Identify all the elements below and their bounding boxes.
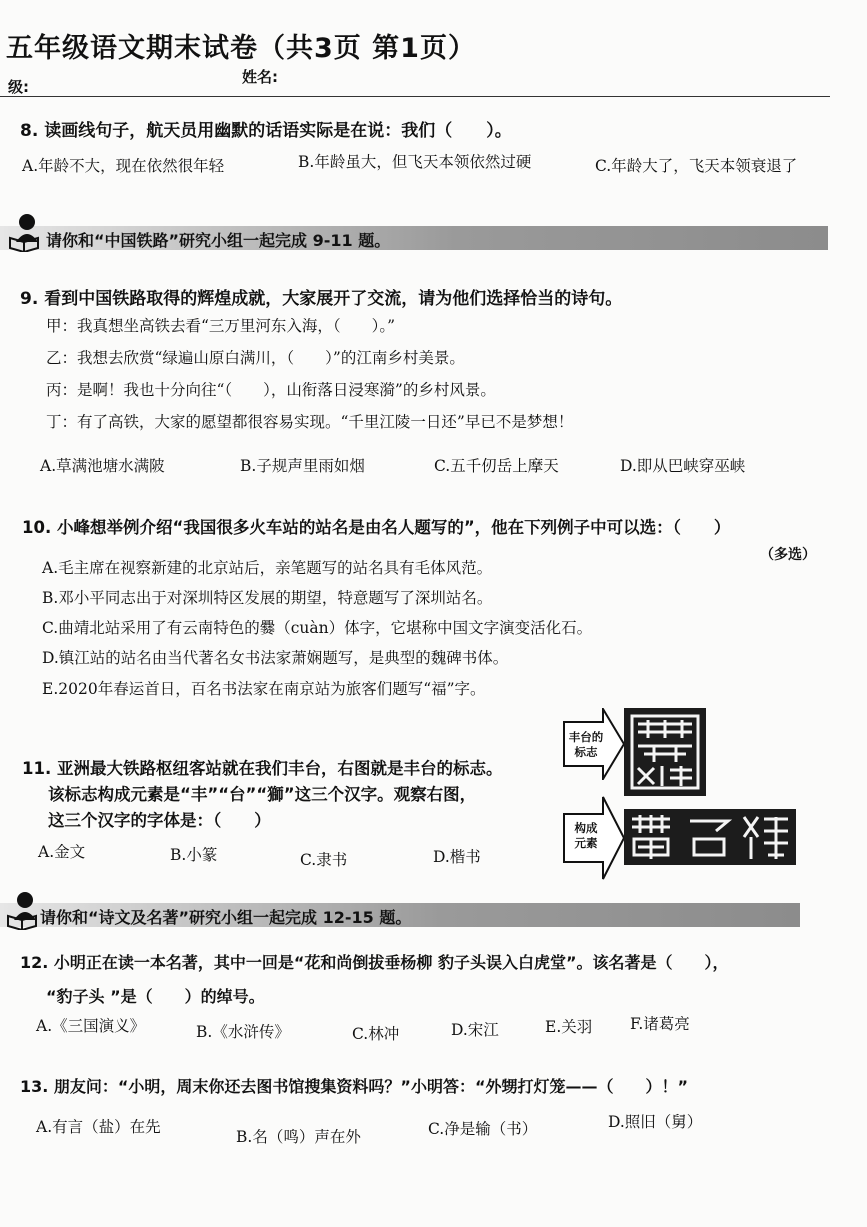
class-label: 级: (8, 78, 29, 96)
q9-line-ding: 丁：有了高铁，大家的愿望都很容易实现。“千里江陵一日还”早已不是梦想！ (46, 413, 574, 431)
q12-option-f: F.诸葛亮 (630, 1015, 690, 1033)
q8-option-b: B.年龄虽大，但飞天本领依然过硬 (298, 153, 532, 171)
q10-stem: 10. 小峰想举例介绍“我国很多火车站的站名是由名人题写的”，他在下列例子中可以选：（ ） (22, 518, 731, 537)
q11-option-d: D.楷书 (433, 848, 481, 866)
name-label: 姓名: (242, 68, 278, 86)
section-title-railway: 请你和“中国铁路”研究小组一起完成 9-11 题。 (46, 231, 391, 250)
q10-option-c: C.曲靖北站采用了有云南特色的爨（cuàn）体字，它堪称中国文字演变活化石。 (42, 619, 593, 637)
q12-stem-line1: 12. 小明正在读一本名著，其中一回是“花和尚倒拔垂杨柳 豹子头误入白虎堂”。该名著是（ ）， (20, 953, 729, 972)
q10-option-e: E.2020年春运首日，百名书法家在南京站为旅客们题写“福”字。 (42, 680, 486, 698)
q8-option-a: A.年龄不大，现在依然很年轻 (22, 157, 225, 175)
q11-stem-line2: 该标志构成元素是“丰”“台”“獅”这三个汉字。观察右图， (48, 785, 477, 804)
q10-option-d: D.镇江站的站名由当代著名女书法家萧娴题写，是典型的魏碑书体。 (42, 649, 509, 667)
q13-stem: 13. 朋友问：“小明，周末你还去图书馆搜集资料吗？”小明答：“外甥打灯笼——（ ）！” (20, 1077, 688, 1096)
q11-option-a: A.金文 (38, 843, 86, 861)
reader-icon (6, 212, 44, 252)
q9-option-a: A.草满池塘水满陂 (40, 457, 165, 475)
q8-option-c: C.年龄大了，飞天本领衰退了 (595, 157, 798, 175)
q12-option-d: D.宋江 (451, 1021, 499, 1039)
q9-line-jia: 甲：我真想坐高铁去看“三万里河东入海，（ ）。” (46, 317, 396, 335)
section-title-poetry: 请你和“诗文及名著”研究小组一起完成 12-15 题。 (40, 908, 412, 927)
header-divider (0, 96, 830, 97)
q9-stem: 9. 看到中国铁路取得的辉煌成就，大家展开了交流，请为他们选择恰当的诗句。 (20, 289, 623, 309)
q11-option-c: C.隶书 (300, 851, 348, 869)
q10-option-a: A.毛主席在视察新建的北京站后，亲笔题写的站名具有毛体风范。 (42, 559, 493, 577)
q11-option-b: B.小篆 (170, 846, 218, 864)
arrow-label-logo: 丰台的 标志 (568, 730, 604, 759)
q9-option-d: D.即从巴峡穿巫峡 (620, 457, 746, 475)
q12-option-c: C.林冲 (352, 1025, 400, 1043)
q9-line-yi: 乙：我想去欣赏“绿遍山原白满川，（ ）”的江南乡村美景。 (46, 349, 465, 367)
q9-option-c: C.五千仞岳上摩天 (434, 457, 559, 475)
logo-elements-image (624, 809, 796, 865)
q12-stem-line2: “豹子头 ”是（ ）的绰号。 (46, 987, 265, 1006)
q10-option-b: B.邓小平同志出于对深圳特区发展的期望，特意题写了深圳站名。 (42, 589, 493, 607)
q10-multi-select-note: （多选） (760, 547, 816, 563)
q12-option-b: B.《水浒传》 (196, 1023, 290, 1041)
page-title: 五年级语文期末试卷（共3页 第1页） (6, 33, 476, 64)
fengtai-logo-image (624, 708, 706, 796)
q13-option-b: B.名（鸣）声在外 (236, 1128, 361, 1146)
arrow-label-elements: 构成 元素 (574, 821, 598, 850)
q11-stem-line3: 这三个汉字的字体是：（ ） (48, 811, 271, 830)
q9-option-b: B.子规声里雨如烟 (240, 457, 365, 475)
q12-option-e: E.关羽 (545, 1018, 593, 1036)
q8-stem: 8. 读画线句子，航天员用幽默的话语实际是在说：我们（ ）。 (20, 121, 512, 141)
q13-option-a: A.有言（盐）在先 (36, 1118, 161, 1136)
q13-option-d: D.照旧（舅） (608, 1113, 703, 1131)
reader-icon (4, 890, 42, 930)
q12-option-a: A.《三国演义》 (36, 1017, 146, 1035)
q9-line-bing: 丙：是啊！我也十分向往“（ ），山衔落日浸寒漪”的乡村风景。 (46, 381, 496, 399)
q11-stem-line1: 11. 亚洲最大铁路枢纽客站就在我们丰台，右图就是丰台的标志。 (22, 759, 503, 778)
q13-option-c: C.净是输（书） (428, 1120, 538, 1138)
